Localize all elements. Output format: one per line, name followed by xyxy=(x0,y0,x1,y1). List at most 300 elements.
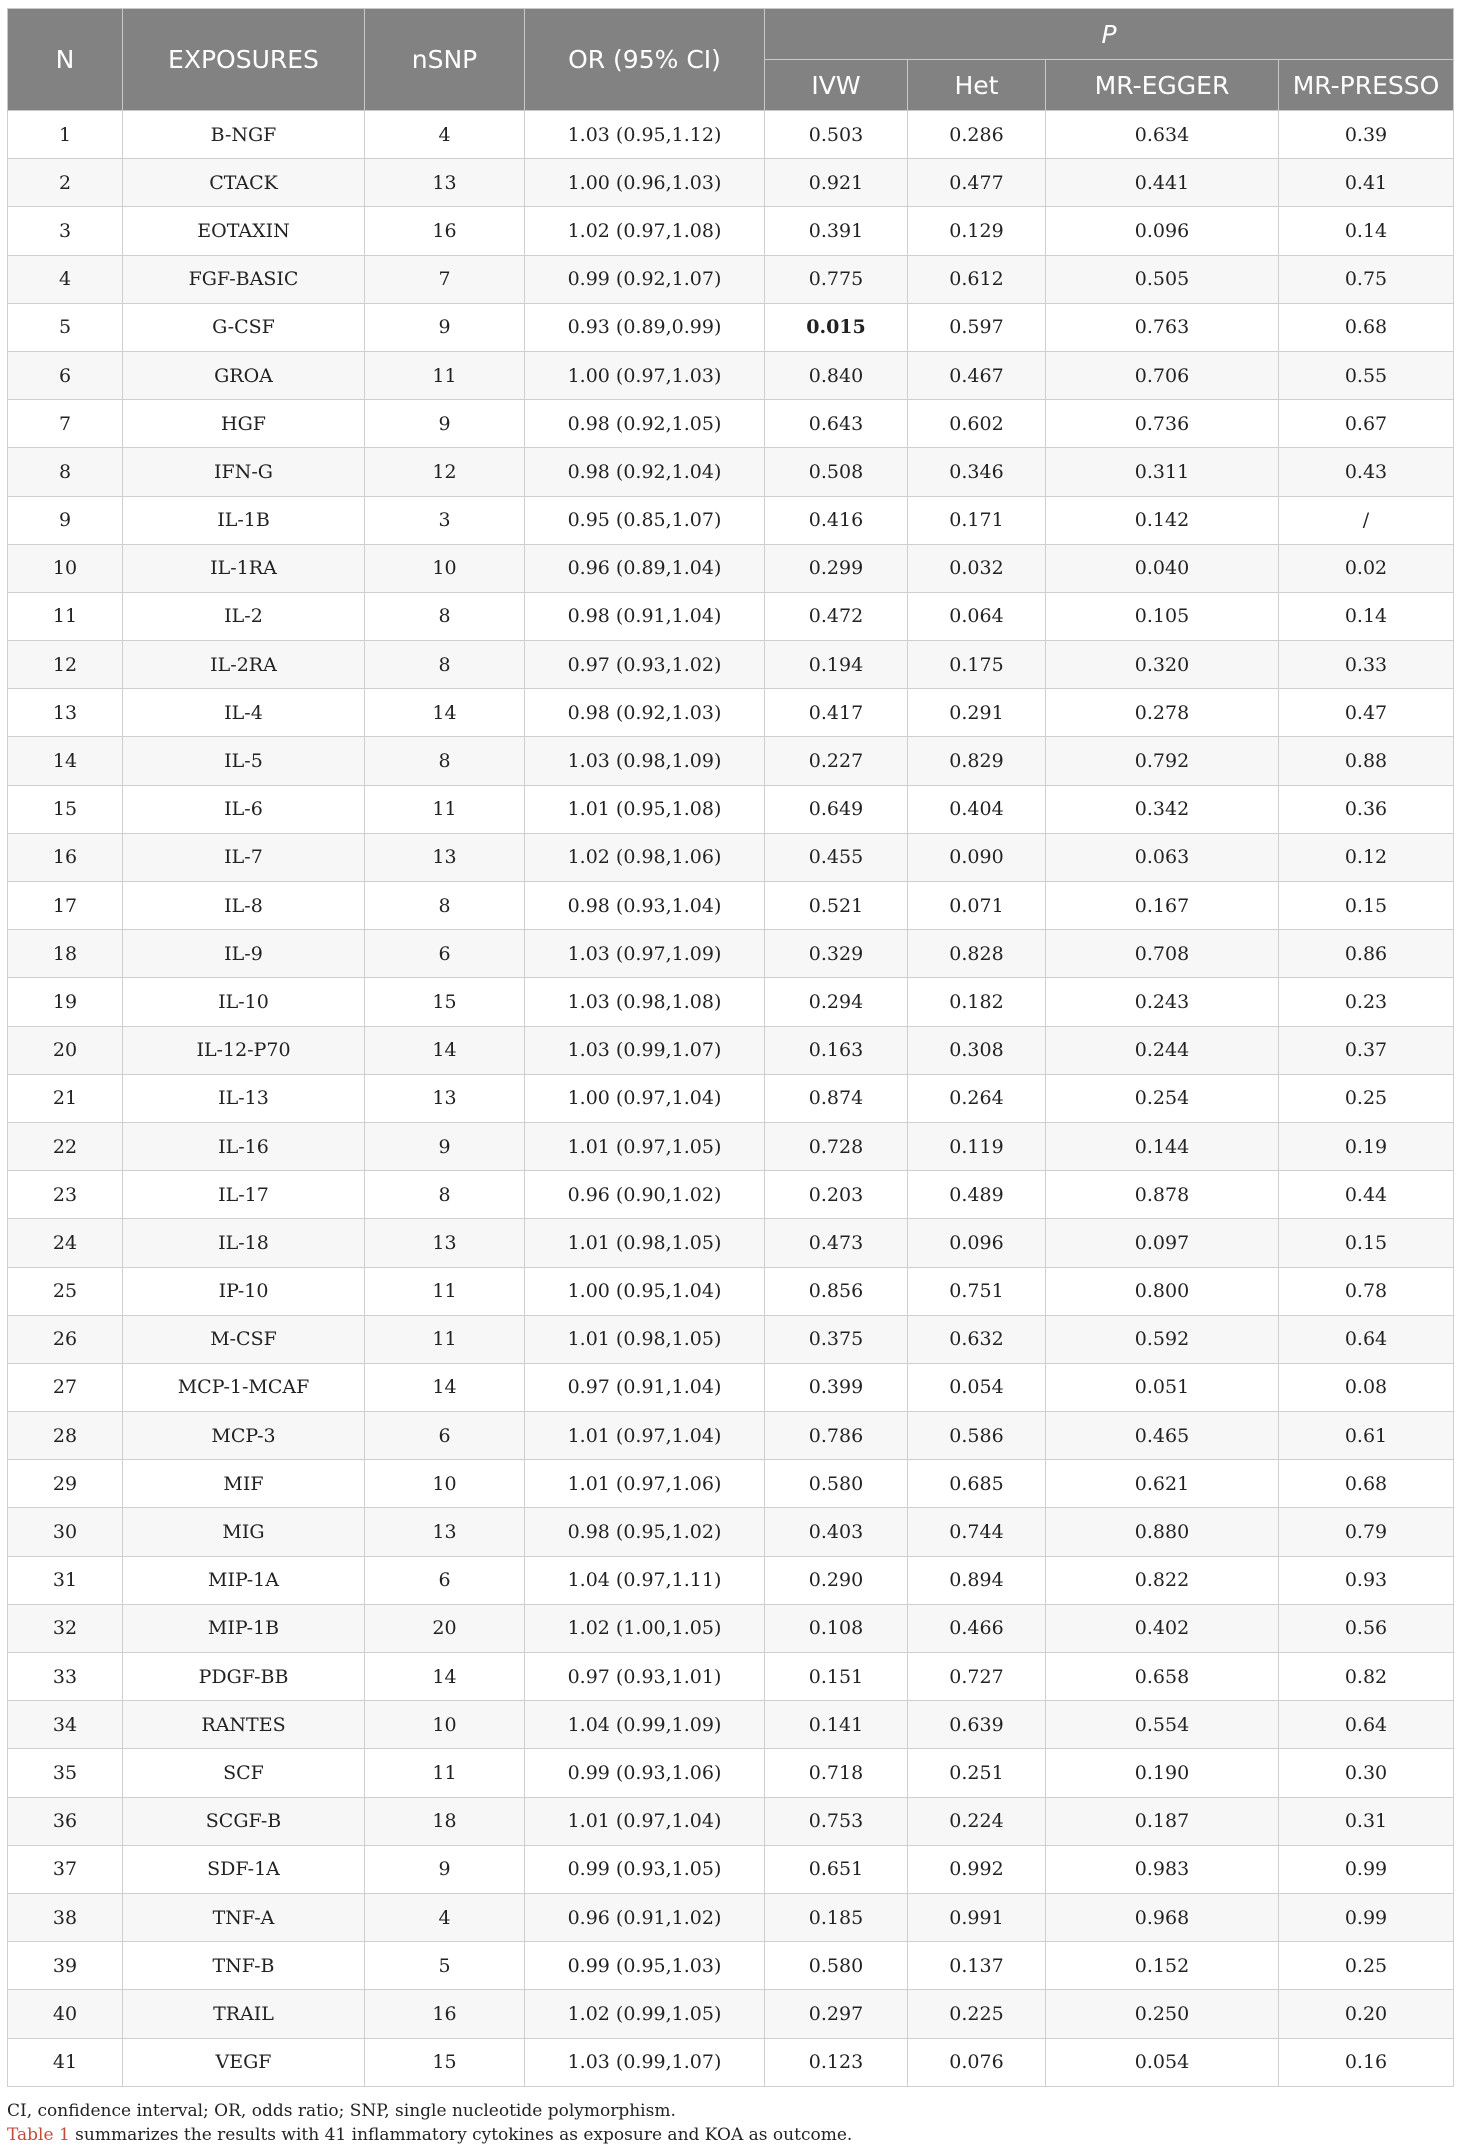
cell-het: 0.308 xyxy=(908,1026,1046,1074)
table-row xyxy=(8,1171,1454,1219)
cell-nsnp: 8 xyxy=(365,641,525,689)
table-row xyxy=(8,544,1454,592)
cell-or: 0.96 (0.90,1.02) xyxy=(525,1171,765,1219)
cell-n: 37 xyxy=(8,1845,123,1893)
cell-nsnp: 4 xyxy=(365,111,525,159)
cell-presso: 0.33 xyxy=(1279,641,1454,689)
cell-n: 39 xyxy=(8,1942,123,1990)
cell-ivw: 0.856 xyxy=(765,1267,908,1315)
cell-presso: 0.36 xyxy=(1279,785,1454,833)
cell-n: 6 xyxy=(8,351,123,399)
cell-or: 1.00 (0.97,1.04) xyxy=(525,1074,765,1122)
cell-presso: 0.64 xyxy=(1279,1315,1454,1363)
cell-ivw: 0.651 xyxy=(765,1845,908,1893)
table-row xyxy=(8,111,1454,159)
cell-het: 0.991 xyxy=(908,1893,1046,1941)
cell-n: 27 xyxy=(8,1363,123,1411)
cell-exposure: MIP-1A xyxy=(123,1556,365,1604)
cell-egger: 0.311 xyxy=(1046,448,1279,496)
cell-exposure: IL-13 xyxy=(123,1074,365,1122)
cell-n: 18 xyxy=(8,930,123,978)
cell-het: 0.090 xyxy=(908,833,1046,881)
cell-presso: 0.25 xyxy=(1279,1942,1454,1990)
cell-het: 0.727 xyxy=(908,1653,1046,1701)
cell-nsnp: 18 xyxy=(365,1797,525,1845)
cell-exposure: IL-4 xyxy=(123,689,365,737)
cell-exposure: IL-10 xyxy=(123,978,365,1026)
cell-presso: 0.99 xyxy=(1279,1893,1454,1941)
cell-het: 0.264 xyxy=(908,1074,1046,1122)
table-row xyxy=(8,2038,1454,2086)
cell-nsnp: 11 xyxy=(365,785,525,833)
cell-egger: 0.465 xyxy=(1046,1412,1279,1460)
cell-nsnp: 11 xyxy=(365,351,525,399)
cell-n: 38 xyxy=(8,1893,123,1941)
cell-nsnp: 8 xyxy=(365,592,525,640)
cell-ivw: 0.786 xyxy=(765,1412,908,1460)
cell-het: 0.054 xyxy=(908,1363,1046,1411)
cell-presso: 0.39 xyxy=(1279,111,1454,159)
cell-or: 1.03 (0.99,1.07) xyxy=(525,2038,765,2086)
table-row xyxy=(8,1219,1454,1267)
cell-n: 5 xyxy=(8,303,123,351)
cell-egger: 0.152 xyxy=(1046,1942,1279,1990)
table-row xyxy=(8,785,1454,833)
cell-exposure: IL-6 xyxy=(123,785,365,833)
cell-nsnp: 9 xyxy=(365,303,525,351)
cell-exposure: MCP-3 xyxy=(123,1412,365,1460)
cell-presso: 0.61 xyxy=(1279,1412,1454,1460)
cell-or: 1.03 (0.99,1.07) xyxy=(525,1026,765,1074)
cell-exposure: EOTAXIN xyxy=(123,207,365,255)
cell-or: 1.01 (0.97,1.05) xyxy=(525,1122,765,1170)
table-row xyxy=(8,592,1454,640)
cell-exposure: M-CSF xyxy=(123,1315,365,1363)
cell-presso: 0.78 xyxy=(1279,1267,1454,1315)
cell-ivw: 0.399 xyxy=(765,1363,908,1411)
table-row xyxy=(8,1267,1454,1315)
cell-egger: 0.736 xyxy=(1046,400,1279,448)
cell-or: 0.97 (0.93,1.01) xyxy=(525,1653,765,1701)
cell-presso: 0.31 xyxy=(1279,1797,1454,1845)
table-row xyxy=(8,448,1454,496)
cell-nsnp: 13 xyxy=(365,1508,525,1556)
cell-egger: 0.243 xyxy=(1046,978,1279,1026)
footnote-summary-text: summarizes the results with 41 inflammatory cytokines as exposure and KOA as outcome. xyxy=(69,2125,853,2145)
cell-exposure: IL-8 xyxy=(123,882,365,930)
cell-egger: 0.634 xyxy=(1046,111,1279,159)
cell-presso: 0.99 xyxy=(1279,1845,1454,1893)
cell-ivw: 0.521 xyxy=(765,882,908,930)
cell-het: 0.286 xyxy=(908,111,1046,159)
table-row xyxy=(8,737,1454,785)
cell-nsnp: 6 xyxy=(365,1412,525,1460)
cell-presso: 0.12 xyxy=(1279,833,1454,881)
cell-or: 1.03 (0.98,1.09) xyxy=(525,737,765,785)
cell-exposure: IL-7 xyxy=(123,833,365,881)
cell-n: 31 xyxy=(8,1556,123,1604)
cell-exposure: HGF xyxy=(123,400,365,448)
header-ivw: IVW xyxy=(765,60,908,111)
cell-exposure: TRAIL xyxy=(123,1990,365,2038)
cell-presso: 0.25 xyxy=(1279,1074,1454,1122)
cell-egger: 0.040 xyxy=(1046,544,1279,592)
cell-n: 12 xyxy=(8,641,123,689)
cell-n: 11 xyxy=(8,592,123,640)
cell-nsnp: 12 xyxy=(365,448,525,496)
cell-het: 0.346 xyxy=(908,448,1046,496)
cell-het: 0.828 xyxy=(908,930,1046,978)
cell-ivw: 0.297 xyxy=(765,1990,908,2038)
header-mr-presso: MR-PRESSO xyxy=(1279,60,1454,111)
cell-n: 2 xyxy=(8,159,123,207)
cell-exposure: TNF-A xyxy=(123,1893,365,1941)
cell-nsnp: 11 xyxy=(365,1267,525,1315)
cell-nsnp: 15 xyxy=(365,978,525,1026)
cell-het: 0.597 xyxy=(908,303,1046,351)
table-row xyxy=(8,207,1454,255)
cell-nsnp: 11 xyxy=(365,1315,525,1363)
cell-n: 13 xyxy=(8,689,123,737)
cell-nsnp: 8 xyxy=(365,1171,525,1219)
cell-het: 0.171 xyxy=(908,496,1046,544)
cell-egger: 0.763 xyxy=(1046,303,1279,351)
cell-egger: 0.278 xyxy=(1046,689,1279,737)
cell-nsnp: 5 xyxy=(365,1942,525,1990)
cell-n: 30 xyxy=(8,1508,123,1556)
table-row xyxy=(8,1556,1454,1604)
cell-exposure: VEGF xyxy=(123,2038,365,2086)
cell-n: 34 xyxy=(8,1701,123,1749)
cell-het: 0.467 xyxy=(908,351,1046,399)
cell-ivw: 0.840 xyxy=(765,351,908,399)
cell-het: 0.064 xyxy=(908,592,1046,640)
cell-het: 0.612 xyxy=(908,255,1046,303)
cell-het: 0.404 xyxy=(908,785,1046,833)
cell-het: 0.076 xyxy=(908,2038,1046,2086)
cell-egger: 0.983 xyxy=(1046,1845,1279,1893)
cell-ivw: 0.375 xyxy=(765,1315,908,1363)
cell-or: 0.97 (0.91,1.04) xyxy=(525,1363,765,1411)
cell-exposure: SDF-1A xyxy=(123,1845,365,1893)
cell-nsnp: 13 xyxy=(365,833,525,881)
cell-het: 0.129 xyxy=(908,207,1046,255)
cell-n: 29 xyxy=(8,1460,123,1508)
cell-nsnp: 8 xyxy=(365,882,525,930)
cell-egger: 0.254 xyxy=(1046,1074,1279,1122)
table-row xyxy=(8,1942,1454,1990)
cell-ivw: 0.472 xyxy=(765,592,908,640)
cell-n: 33 xyxy=(8,1653,123,1701)
table-row xyxy=(8,351,1454,399)
table-row xyxy=(8,159,1454,207)
cell-or: 0.93 (0.89,0.99) xyxy=(525,303,765,351)
cell-n: 20 xyxy=(8,1026,123,1074)
cell-het: 0.119 xyxy=(908,1122,1046,1170)
cell-nsnp: 7 xyxy=(365,255,525,303)
cell-ivw: 0.015 xyxy=(765,303,908,351)
cell-or: 1.02 (0.98,1.06) xyxy=(525,833,765,881)
cell-ivw: 0.649 xyxy=(765,785,908,833)
cell-n: 26 xyxy=(8,1315,123,1363)
cell-exposure: RANTES xyxy=(123,1701,365,1749)
cell-nsnp: 9 xyxy=(365,1122,525,1170)
cell-n: 23 xyxy=(8,1171,123,1219)
cell-ivw: 0.329 xyxy=(765,930,908,978)
cell-presso: 0.15 xyxy=(1279,1219,1454,1267)
cell-egger: 0.621 xyxy=(1046,1460,1279,1508)
cell-exposure: IFN-G xyxy=(123,448,365,496)
cell-n: 14 xyxy=(8,737,123,785)
cell-egger: 0.878 xyxy=(1046,1171,1279,1219)
cell-het: 0.466 xyxy=(908,1604,1046,1652)
table-row xyxy=(8,1315,1454,1363)
cell-ivw: 0.185 xyxy=(765,1893,908,1941)
cell-or: 0.99 (0.95,1.03) xyxy=(525,1942,765,1990)
cell-n: 1 xyxy=(8,111,123,159)
cell-n: 25 xyxy=(8,1267,123,1315)
cell-ivw: 0.728 xyxy=(765,1122,908,1170)
cell-or: 1.01 (0.95,1.08) xyxy=(525,785,765,833)
cell-presso: 0.88 xyxy=(1279,737,1454,785)
header-mr-egger: MR-EGGER xyxy=(1046,60,1279,111)
cell-presso: 0.14 xyxy=(1279,207,1454,255)
cell-exposure: SCGF-B xyxy=(123,1797,365,1845)
cell-exposure: IL-1B xyxy=(123,496,365,544)
cell-presso: 0.86 xyxy=(1279,930,1454,978)
cell-or: 1.02 (0.97,1.08) xyxy=(525,207,765,255)
cell-presso: 0.55 xyxy=(1279,351,1454,399)
cell-ivw: 0.643 xyxy=(765,400,908,448)
cell-egger: 0.190 xyxy=(1046,1749,1279,1797)
cell-het: 0.632 xyxy=(908,1315,1046,1363)
cell-ivw: 0.508 xyxy=(765,448,908,496)
table-row xyxy=(8,930,1454,978)
cell-presso: 0.75 xyxy=(1279,255,1454,303)
table-row xyxy=(8,303,1454,351)
table-row xyxy=(8,400,1454,448)
cell-exposure: IL-17 xyxy=(123,1171,365,1219)
cell-exposure: TNF-B xyxy=(123,1942,365,1990)
cell-or: 1.04 (0.97,1.11) xyxy=(525,1556,765,1604)
cell-presso: 0.47 xyxy=(1279,689,1454,737)
cell-n: 8 xyxy=(8,448,123,496)
table-row xyxy=(8,1845,1454,1893)
cell-exposure: FGF-BASIC xyxy=(123,255,365,303)
cell-het: 0.251 xyxy=(908,1749,1046,1797)
cell-ivw: 0.874 xyxy=(765,1074,908,1122)
cell-het: 0.751 xyxy=(908,1267,1046,1315)
cell-ivw: 0.580 xyxy=(765,1942,908,1990)
cell-exposure: MCP-1-MCAF xyxy=(123,1363,365,1411)
cell-presso: 0.30 xyxy=(1279,1749,1454,1797)
cell-or: 0.98 (0.91,1.04) xyxy=(525,592,765,640)
cell-egger: 0.441 xyxy=(1046,159,1279,207)
cell-exposure: PDGF-BB xyxy=(123,1653,365,1701)
cell-nsnp: 16 xyxy=(365,1990,525,2038)
cell-presso: 0.37 xyxy=(1279,1026,1454,1074)
table-row xyxy=(8,1460,1454,1508)
cell-nsnp: 6 xyxy=(365,930,525,978)
cell-egger: 0.051 xyxy=(1046,1363,1279,1411)
cell-ivw: 0.503 xyxy=(765,111,908,159)
table-1-link[interactable]: Table 1 xyxy=(7,2125,70,2145)
cell-or: 0.98 (0.92,1.04) xyxy=(525,448,765,496)
cell-nsnp: 13 xyxy=(365,1074,525,1122)
table-row xyxy=(8,689,1454,737)
cell-n: 22 xyxy=(8,1122,123,1170)
cell-or: 0.99 (0.93,1.06) xyxy=(525,1749,765,1797)
cell-n: 40 xyxy=(8,1990,123,2038)
table-body xyxy=(8,111,1454,2087)
table-row xyxy=(8,496,1454,544)
cell-presso: 0.93 xyxy=(1279,1556,1454,1604)
cell-nsnp: 9 xyxy=(365,400,525,448)
cell-exposure: IL-18 xyxy=(123,1219,365,1267)
cell-exposure: B-NGF xyxy=(123,111,365,159)
cell-egger: 0.097 xyxy=(1046,1219,1279,1267)
cell-egger: 0.096 xyxy=(1046,207,1279,255)
cell-egger: 0.167 xyxy=(1046,882,1279,930)
results-table-container xyxy=(7,8,1453,2087)
cell-egger: 0.063 xyxy=(1046,833,1279,881)
cell-or: 1.01 (0.97,1.06) xyxy=(525,1460,765,1508)
cell-egger: 0.822 xyxy=(1046,1556,1279,1604)
cell-egger: 0.320 xyxy=(1046,641,1279,689)
cell-het: 0.829 xyxy=(908,737,1046,785)
cell-nsnp: 13 xyxy=(365,1219,525,1267)
cell-egger: 0.187 xyxy=(1046,1797,1279,1845)
table-row xyxy=(8,1074,1454,1122)
cell-or: 0.97 (0.93,1.02) xyxy=(525,641,765,689)
table-row xyxy=(8,1363,1454,1411)
cell-n: 41 xyxy=(8,2038,123,2086)
cell-presso: 0.67 xyxy=(1279,400,1454,448)
cell-het: 0.602 xyxy=(908,400,1046,448)
cell-nsnp: 14 xyxy=(365,1653,525,1701)
cell-ivw: 0.299 xyxy=(765,544,908,592)
table-row xyxy=(8,882,1454,930)
cell-exposure: MIF xyxy=(123,1460,365,1508)
cell-exposure: SCF xyxy=(123,1749,365,1797)
cell-het: 0.477 xyxy=(908,159,1046,207)
cell-exposure: GROA xyxy=(123,351,365,399)
cell-or: 1.02 (0.99,1.05) xyxy=(525,1990,765,2038)
cell-het: 0.639 xyxy=(908,1701,1046,1749)
cell-exposure: IL-5 xyxy=(123,737,365,785)
cell-exposure: MIP-1B xyxy=(123,1604,365,1652)
cell-nsnp: 8 xyxy=(365,737,525,785)
cell-n: 15 xyxy=(8,785,123,833)
cell-or: 0.98 (0.92,1.03) xyxy=(525,689,765,737)
cell-or: 0.98 (0.92,1.05) xyxy=(525,400,765,448)
cell-het: 0.291 xyxy=(908,689,1046,737)
cell-or: 1.00 (0.97,1.03) xyxy=(525,351,765,399)
table-row xyxy=(8,1026,1454,1074)
cell-or: 0.95 (0.85,1.07) xyxy=(525,496,765,544)
cell-het: 0.032 xyxy=(908,544,1046,592)
cell-exposure: IL-2RA xyxy=(123,641,365,689)
cell-ivw: 0.403 xyxy=(765,1508,908,1556)
cell-ivw: 0.775 xyxy=(765,255,908,303)
cell-nsnp: 14 xyxy=(365,1026,525,1074)
cell-egger: 0.800 xyxy=(1046,1267,1279,1315)
table-row xyxy=(8,978,1454,1026)
cell-presso: 0.64 xyxy=(1279,1701,1454,1749)
header-exposures: EXPOSURES xyxy=(123,9,365,111)
table-row xyxy=(8,1604,1454,1652)
cell-nsnp: 20 xyxy=(365,1604,525,1652)
cell-or: 1.04 (0.99,1.09) xyxy=(525,1701,765,1749)
cell-nsnp: 3 xyxy=(365,496,525,544)
cell-presso: 0.44 xyxy=(1279,1171,1454,1219)
cell-exposure: IL-2 xyxy=(123,592,365,640)
table-row xyxy=(8,1893,1454,1941)
cell-presso: 0.82 xyxy=(1279,1653,1454,1701)
cell-or: 1.01 (0.97,1.04) xyxy=(525,1797,765,1845)
cell-or: 0.96 (0.89,1.04) xyxy=(525,544,765,592)
cell-n: 32 xyxy=(8,1604,123,1652)
cell-presso: / xyxy=(1279,496,1454,544)
cell-ivw: 0.473 xyxy=(765,1219,908,1267)
cell-presso: 0.43 xyxy=(1279,448,1454,496)
table-row xyxy=(8,1653,1454,1701)
cell-ivw: 0.417 xyxy=(765,689,908,737)
cell-exposure: IL-12-P70 xyxy=(123,1026,365,1074)
cell-n: 9 xyxy=(8,496,123,544)
cell-presso: 0.02 xyxy=(1279,544,1454,592)
cell-egger: 0.968 xyxy=(1046,1893,1279,1941)
cell-ivw: 0.294 xyxy=(765,978,908,1026)
cell-exposure: IL-9 xyxy=(123,930,365,978)
cell-nsnp: 11 xyxy=(365,1749,525,1797)
table-row xyxy=(8,1412,1454,1460)
cell-nsnp: 4 xyxy=(365,1893,525,1941)
cell-or: 0.98 (0.95,1.02) xyxy=(525,1508,765,1556)
cell-presso: 0.41 xyxy=(1279,159,1454,207)
cell-presso: 0.15 xyxy=(1279,882,1454,930)
cell-ivw: 0.151 xyxy=(765,1653,908,1701)
table-row xyxy=(8,833,1454,881)
cell-n: 10 xyxy=(8,544,123,592)
cell-nsnp: 9 xyxy=(365,1845,525,1893)
cell-egger: 0.144 xyxy=(1046,1122,1279,1170)
cell-ivw: 0.203 xyxy=(765,1171,908,1219)
cell-egger: 0.244 xyxy=(1046,1026,1279,1074)
cell-presso: 0.16 xyxy=(1279,2038,1454,2086)
cell-het: 0.744 xyxy=(908,1508,1046,1556)
footnote-summary xyxy=(7,2125,852,2145)
cell-egger: 0.658 xyxy=(1046,1653,1279,1701)
cell-egger: 0.592 xyxy=(1046,1315,1279,1363)
cell-n: 36 xyxy=(8,1797,123,1845)
cell-n: 16 xyxy=(8,833,123,881)
cell-het: 0.225 xyxy=(908,1990,1046,2038)
cell-het: 0.992 xyxy=(908,1845,1046,1893)
cell-ivw: 0.163 xyxy=(765,1026,908,1074)
cell-or: 1.01 (0.97,1.04) xyxy=(525,1412,765,1460)
cell-egger: 0.402 xyxy=(1046,1604,1279,1652)
header-n: N xyxy=(8,9,123,111)
cell-n: 3 xyxy=(8,207,123,255)
cell-ivw: 0.718 xyxy=(765,1749,908,1797)
cell-het: 0.175 xyxy=(908,641,1046,689)
cell-presso: 0.19 xyxy=(1279,1122,1454,1170)
table-header xyxy=(8,9,1454,111)
cell-ivw: 0.123 xyxy=(765,2038,908,2086)
table-row xyxy=(8,1701,1454,1749)
cell-exposure: CTACK xyxy=(123,159,365,207)
